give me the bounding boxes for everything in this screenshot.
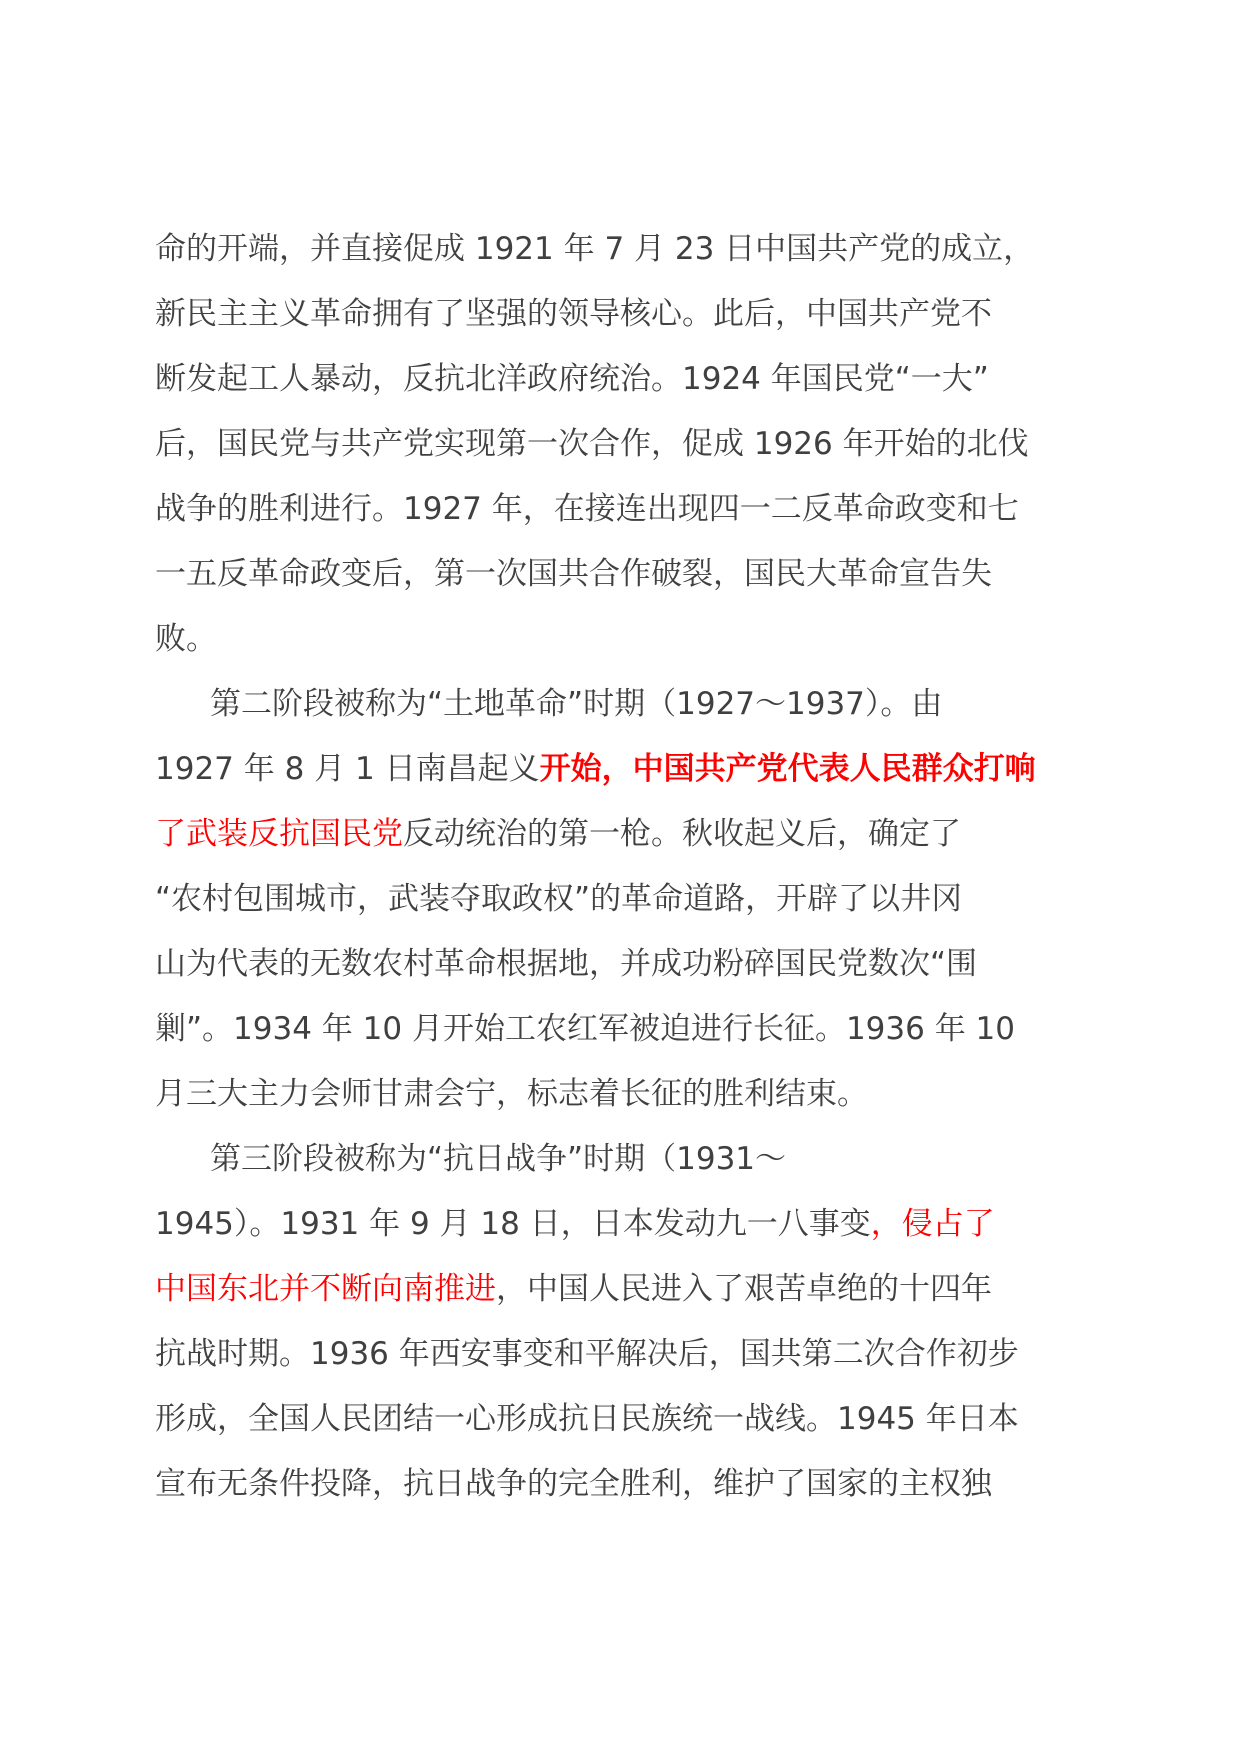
text-line — [155, 217, 1115, 282]
text-segment: 一五反革命政变后，第一次国共合作破裂，国民大革命宣告失 — [155, 556, 992, 592]
text-line — [155, 672, 1115, 737]
text-line — [155, 1452, 1115, 1517]
text-segment: 1945）。1931 年 9 月 18 日，日本发动九一八事变 — [155, 1206, 871, 1242]
text-line — [155, 867, 1115, 932]
text-line — [155, 1257, 1115, 1322]
text-segment: “农村包围城市，武装夺取政权”的革命道路，开辟了以井冈 — [155, 881, 963, 917]
text-segment: 反动统治的第一枪。秋收起义后，确定了 — [403, 816, 961, 852]
text-line — [155, 1322, 1115, 1387]
text-segment: 败。 — [155, 621, 217, 657]
text-segment: 第三阶段被称为“抗日战争”时期（1931～ — [210, 1141, 787, 1177]
text-line — [155, 802, 1115, 867]
text-line — [155, 347, 1115, 412]
text-segment: ，中国人民进入了艰苦卓绝的十四年 — [496, 1271, 992, 1307]
text-segment: 1927 年 8 月 1 日南昌起义 — [155, 751, 540, 787]
text-segment: 战争的胜利进行。1927 年，在接连出现四一二反革命政变和七 — [155, 491, 1019, 527]
text-segment: 命的开端，并直接促成 1921 年 7 月 23 日中国共产党的成立， — [155, 231, 1035, 267]
text-line — [155, 1062, 1115, 1127]
text-segment: 形成，全国人民团结一心形成抗日民族统一战线。1945 年日本 — [155, 1401, 1019, 1437]
text-segment: 月三大主力会师甘肃会宁，标志着长征的胜利结束。 — [155, 1076, 868, 1112]
text-line — [155, 607, 1115, 672]
highlighted-text: ，侵占了 — [870, 1206, 995, 1242]
highlighted-text: 了武装反抗国民党 — [155, 816, 403, 852]
text-line — [155, 282, 1115, 347]
text-segment: 抗战时期。1936 年西安事变和平解决后，国共第二次合作初步 — [155, 1336, 1019, 1372]
text-line — [155, 477, 1115, 542]
text-segment: 后，国民党与共产党实现第一次合作，促成 1926 年开始的北伐 — [155, 426, 1029, 462]
text-segment: 剿”。1934 年 10 月开始工农红军被迫进行长征。1936 年 10 — [155, 1011, 1016, 1047]
text-segment: 宣布无条件投降，抗日战争的完全胜利，维护了国家的主权独 — [155, 1466, 992, 1502]
text-line — [155, 1387, 1115, 1452]
text-segment: 第二阶段被称为“土地革命”时期（1927～1937）。由 — [210, 686, 943, 722]
body-text — [155, 217, 1115, 1517]
text-line — [155, 412, 1115, 477]
highlighted-text: 开始，中国共产党代表人民群众打响 — [539, 751, 1036, 787]
text-segment: 断发起工人暴动，反抗北洋政府统治。1924 年国民党“一大” — [155, 361, 989, 397]
text-line — [155, 932, 1115, 997]
highlighted-text: 中国东北并不断向南推进 — [155, 1271, 496, 1307]
text-line — [155, 542, 1115, 607]
text-line — [155, 737, 1115, 802]
text-segment: 山为代表的无数农村革命根据地，并成功粉碎国民党数次“围 — [155, 946, 978, 982]
text-line — [155, 1192, 1115, 1257]
text-line — [155, 1127, 1115, 1192]
text-segment: 新民主主义革命拥有了坚强的领导核心。此后，中国共产党不 — [155, 296, 992, 332]
text-line — [155, 997, 1115, 1062]
